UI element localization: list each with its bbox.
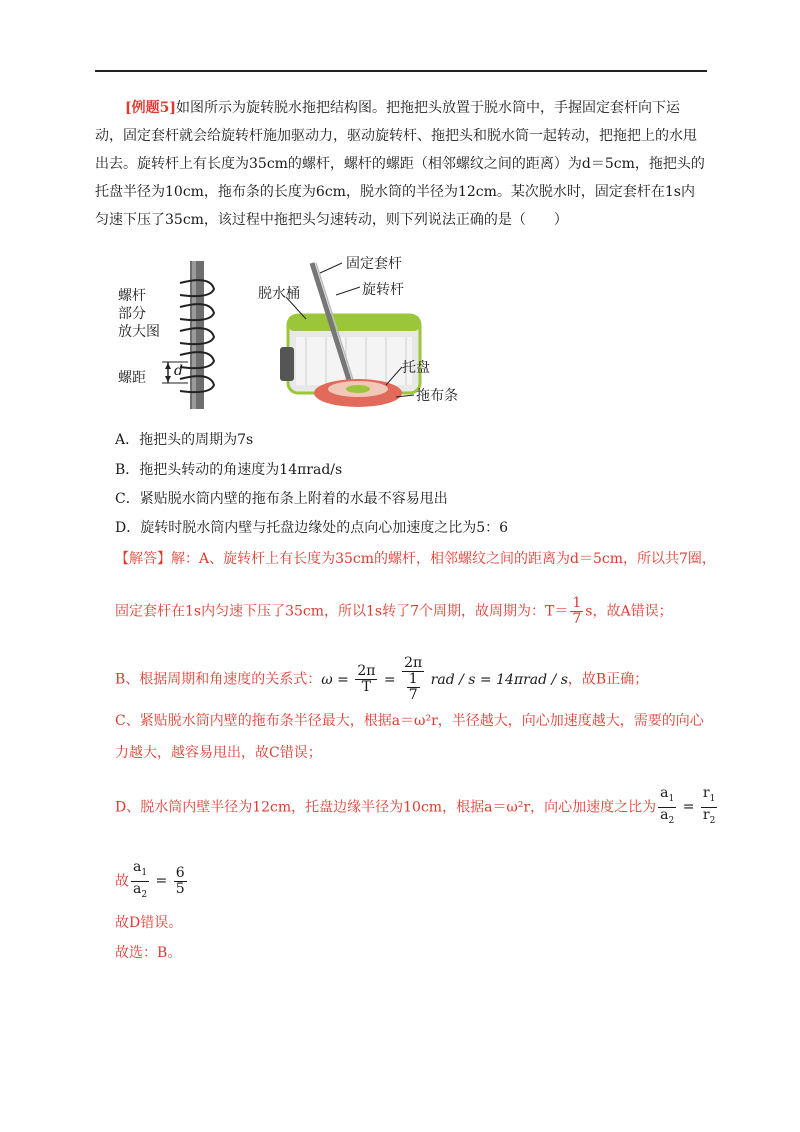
pitch-label: 螺距	[118, 370, 146, 386]
figure	[110, 255, 470, 415]
label-fixed-rod: 固定套杆	[346, 256, 402, 272]
answer-line-1: 【解答】解：A、旋转杆上有长度为35cm的螺杆，相邻螺纹之间的距离为d＝5cm，所以共7圈，	[115, 551, 716, 567]
question-label: [例题5]	[125, 100, 176, 116]
answer-line-4: C、紧贴脱水筒内壁的拖布条半径最大，根据a＝ω²r，半径越大，向心加速度越大，需要的向心	[115, 713, 704, 729]
answer-line-9: 故选：B。	[115, 945, 182, 961]
screw-rod-illustration	[162, 261, 214, 409]
omega-formula: ω = $\frac{2\pi}{T}$ = $\frac{2\pi}{\frac{1}{7}}$ rad / s = 14πrad / s	[321, 655, 568, 703]
option-c: C．紧贴脱水筒内壁的拖布条上附着的水最不容易甩出	[115, 491, 448, 507]
answer-line-6: D、脱水筒内壁半径为12cm，托盘边缘半径为10cm，根据a＝ω²r，向心加速度之比为 $\frac{a_1}{a_2}$ = $\frac{r_1}{r_2}$	[115, 786, 719, 829]
answer-line-5: 力越大，越容易甩出，故C错误；	[115, 745, 322, 761]
answer-tag: 【解答】	[115, 551, 171, 567]
answer-line-8: 故D错误。	[115, 915, 183, 931]
screw-label: 螺杆 部分 放大图	[118, 288, 160, 340]
answer-line-2: 固定套杆在1s内匀速下压了35cm，所以1s转了7个周期，故周期为：T＝ $\frac{1}{7}$ s，故A错误；	[115, 595, 673, 627]
label-mop-strip: 拖布条	[416, 388, 458, 404]
fraction-one-seventh: $\frac{1}{7}$	[572, 595, 582, 627]
answer-line-3: B、根据周期和角速度的关系式：ω = $\frac{2\pi}{T}$ = $\frac{2\pi}{\frac{1}{7}}$ rad / s = 14πrad / s，故B正确；	[115, 655, 649, 703]
option-d: D．旋转时脱水筒内壁与托盘边缘处的点向心加速度之比为5：6	[115, 520, 509, 536]
ratio-formula: $\frac{a_1}{a_2}$ = $\frac{r_1}{r_2}$	[660, 785, 716, 826]
option-a: A．拖把头的周期为7s	[115, 432, 254, 448]
question-paragraph	[95, 94, 707, 234]
question-text: 如图所示为旋转脱水拖把结构图。把拖把头放置于脱水筒中，手握固定套杆向下运动，固定套杆就会给旋转杆施加驱动力，驱动旋转杆、拖把头和脱水筒一起转动，把拖把上的水甩出去。旋转杆上有长度为35cm的螺杆，螺杆的螺距（相邻螺纹之间的距离）为d＝5cm，拖把头的托盘半径为10cm，拖布条的长度为6cm，脱水筒的半径为12cm。某次脱水时，固定套杆在1s内匀速下压了35cm，该过程中拖把头匀速转动，则下列说法正确的是（ ）	[95, 100, 705, 228]
option-b: B．拖把头转动的角速度为14πrad/s	[115, 462, 343, 478]
top-rule	[95, 70, 707, 72]
answer-line-7: 故 $\frac{a_1}{a_2}$ = $\frac{6}{5}$	[115, 860, 189, 903]
pitch-symbol: d	[174, 363, 183, 379]
ratio-result: $\frac{a_1}{a_2}$ = $\frac{6}{5}$	[133, 859, 185, 900]
label-bucket: 脱水桶	[258, 286, 300, 302]
label-rotating-rod: 旋转杆	[362, 282, 404, 298]
label-tray: 托盘	[402, 360, 430, 376]
